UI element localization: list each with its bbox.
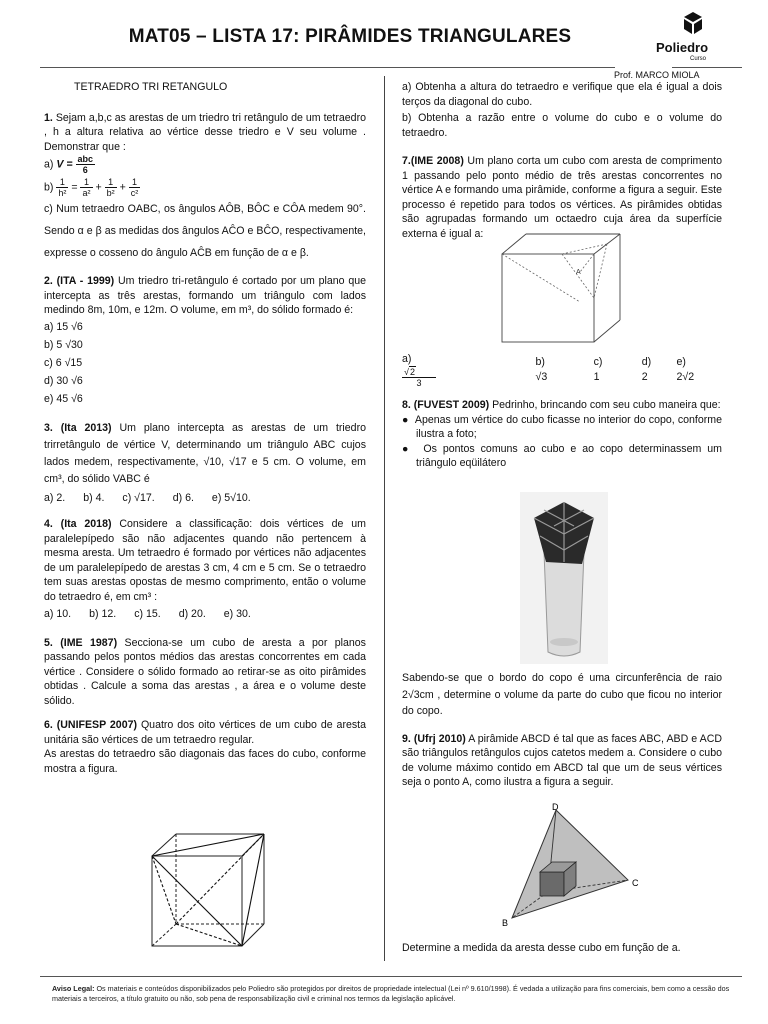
q3-option: c) √17. xyxy=(122,491,155,504)
q7-option: e) 2√2 xyxy=(676,356,695,383)
q4-option: d) 20. xyxy=(178,608,206,620)
right-column xyxy=(402,80,722,241)
q4-option: a) 10. xyxy=(44,608,72,620)
q1-item-b: b) $\frac{1}{\text{h²}}$ = $\frac{1}{\text{a²}}$ + $\frac{1}{\text{b²}}$ + $\frac{1}{\text{c²}}$ xyxy=(44,177,139,198)
brand-sub: Curso xyxy=(690,56,707,62)
q6-statement-2: As arestas do tetraedro são diagonais das faces do cubo, conforme mostra a figura. xyxy=(44,748,366,775)
author: Prof. MARCO MIOLA xyxy=(614,70,700,80)
q9-label-b: B xyxy=(502,918,509,928)
q1-item-a: a) V = $\frac{\text{abc}}{6}$ xyxy=(44,154,94,175)
q2-option: d) 30 √6 xyxy=(44,374,83,387)
q8-cube-on-glass-photo xyxy=(520,492,608,664)
q4-option: b) 12. xyxy=(89,608,117,620)
q2-statement: 2. (ITA - 1999) Um triedro tri-retângulo é cortado por um plano que intercepta as três arestas, formando um triângulo com lados medindo 8m, 10m, e 12m. O volume, em m³, do sólido formado é: xyxy=(44,275,366,316)
q9-label-d: D xyxy=(552,802,559,812)
q3-statement: 3. (Ita 2013) Um plano intercepta as arestas de um triedro trirretângulo de vértice V, determinando um triângulo ABC cujos lados medem, respectivamente, √10, √17 e 5 cm. O volume, em cm³, do sólido VABC é xyxy=(44,421,366,485)
q9-label-c: C xyxy=(632,878,639,888)
legal-notice: Aviso Legal: Os materiais e conteúdos disponibilizados pelo Poliedro são protegidos por direitos de propriedade intelectual (Lei nº 9.610/1998). É vedada a utilização para fins comerciais, bem como a cessão dos materiais a terceiros, a título gratuito ou não, sob pena de responsabilização civil e criminal nos termos da legislação aplicável. xyxy=(52,984,730,1003)
q4-option: c) 15. xyxy=(134,608,161,620)
section-title: TETRAEDRO TRI RETANGULO xyxy=(74,81,228,93)
q1-statement: 1. Sejam a,b,c as arestas de um triedro tri retângulo de um tetraedro , h a altura relativa ao vértice desse triedro e V seu volume . Demonstrar que : xyxy=(44,111,366,153)
q7-statement: 7.(IME 2008) Um plano corta um cubo com aresta de comprimento 1 passando pelo ponto médio de três arestas concorrentes no vértice A e formando uma pirâmide, conforme a figura a seguir. Este processo é repetido para todos os vértices. As pirâmides obtidas são agrupadas formando um octaedro cuja área da superfície externa é igual a: xyxy=(402,155,722,240)
q3-options xyxy=(44,491,366,506)
q7-options xyxy=(402,352,722,388)
q7-option: b) √3 xyxy=(535,356,548,383)
q4-statement: 4. (Ita 2018) Considere a classificação: dois vértices de um paralelepípedo são não adjacentes quando não pertencem à mesma aresta. Um tetraedro é formado por vértices não adjacentes de um paralelepípedo de arestas 3 cm, 4 cm e 5 cm. Se o tetraedro tem suas arestas opostas de mesmo comprimento, então o volume do tetraedro é, em cm³ : xyxy=(44,518,366,603)
q6-item-b: b) Obtenha a razão entre o volume do cubo e o volume do tetraedro. xyxy=(402,112,722,139)
q2-option: c) 6 √15 xyxy=(44,356,83,369)
q2-option: e) 45 √6 xyxy=(44,392,83,405)
q7-option: d) 2 xyxy=(641,356,652,383)
header-divider-right xyxy=(672,67,742,68)
q5-statement: 5. (IME 1987) Secciona-se um cubo de aresta a por planos passando pelos pontos médios das arestas concorrentes em cada vértice . Considere o sólido formado ao retirar-se as oito pirâmides obtidas . Calcule a soma das arestas , a área e o volume deste sólido. xyxy=(44,636,366,707)
q8-statement: 8. (FUVEST 2009) Pedrinho, brincando com seu cubo maneira que: xyxy=(402,399,721,411)
column-divider xyxy=(384,76,385,961)
q7-cube-figure xyxy=(500,232,624,344)
q9-statement: 9. (Ufrj 2010) A pirâmide ABCD é tal que as faces ABC, ABD e ACD são triângulos retângulos cujos catetos medem a. Considere o cubo de volume máximo contido em ABCD tal que um de seus vértices seja o ponto A, como ilustra a figura a seguir. xyxy=(402,732,723,788)
left-column xyxy=(44,80,366,776)
q3-option: b) 4. xyxy=(83,491,105,504)
q9-pyramid-cube-figure xyxy=(498,800,648,930)
footer-divider xyxy=(40,976,742,977)
q7-option-a: a) $\frac{√2}{3}$ xyxy=(402,352,478,388)
q7-label-a: A xyxy=(576,269,581,276)
q3-option: a) 2. xyxy=(44,491,66,504)
q8-statement-2: Sabendo-se que o bordo do copo é uma circunferência de raio 2√3cm , determine o volume da parte do cubo que ficou no interior do copo. xyxy=(402,672,722,717)
q4-options xyxy=(44,607,366,622)
q9-footer xyxy=(402,941,722,956)
page-title: MAT05 – LISTA 17: PIRÂMIDES TRIANGULARES xyxy=(128,26,572,47)
q6-item-a: a) Obtenha a altura do tetraedro e verifique que ela é igual a dois terços da diagonal do cubo. xyxy=(402,81,722,108)
q1-item-c: c) Num tetraedro OABC, os ângulos AÔB, BÔC e CÔA medem 90°. Sendo α e β as medidas dos ângulos AĈO e BĈO, respectivamente, expresse o cosseno do ângulo AĈB em função de α e β. xyxy=(44,203,366,259)
q2-option: b) 5 √30 xyxy=(44,338,83,351)
q8-question xyxy=(402,670,722,790)
brand-name: Poliedro xyxy=(656,40,709,55)
q9-statement-2: Determine a medida da aresta desse cubo em função de a. xyxy=(402,942,681,954)
q3-option: d) 6. xyxy=(172,491,194,504)
q6-statement: 6. (UNIFESP 2007) Quatro dos oito vértices de um cubo de aresta unitária são vértices de um tetraedro regular. xyxy=(44,719,366,746)
q8-block xyxy=(402,398,722,471)
q3-option: e) 5√10. xyxy=(211,491,251,504)
q2-option: a) 15 √6 xyxy=(44,320,83,333)
q4-option: e) 30. xyxy=(223,608,251,620)
header-divider xyxy=(40,67,615,68)
q6-cube-tetrahedron-figure xyxy=(146,828,268,952)
q8-bullet-2: ● Os pontos comuns ao cubo e ao copo determinassem um triângulo eqüilátero xyxy=(402,442,722,469)
q7-option: c) 1 xyxy=(593,356,603,383)
q8-bullet-1: ● Apenas um vértice do cubo ficasse no interior do copo, conforme ilustra a foto; xyxy=(402,413,722,440)
